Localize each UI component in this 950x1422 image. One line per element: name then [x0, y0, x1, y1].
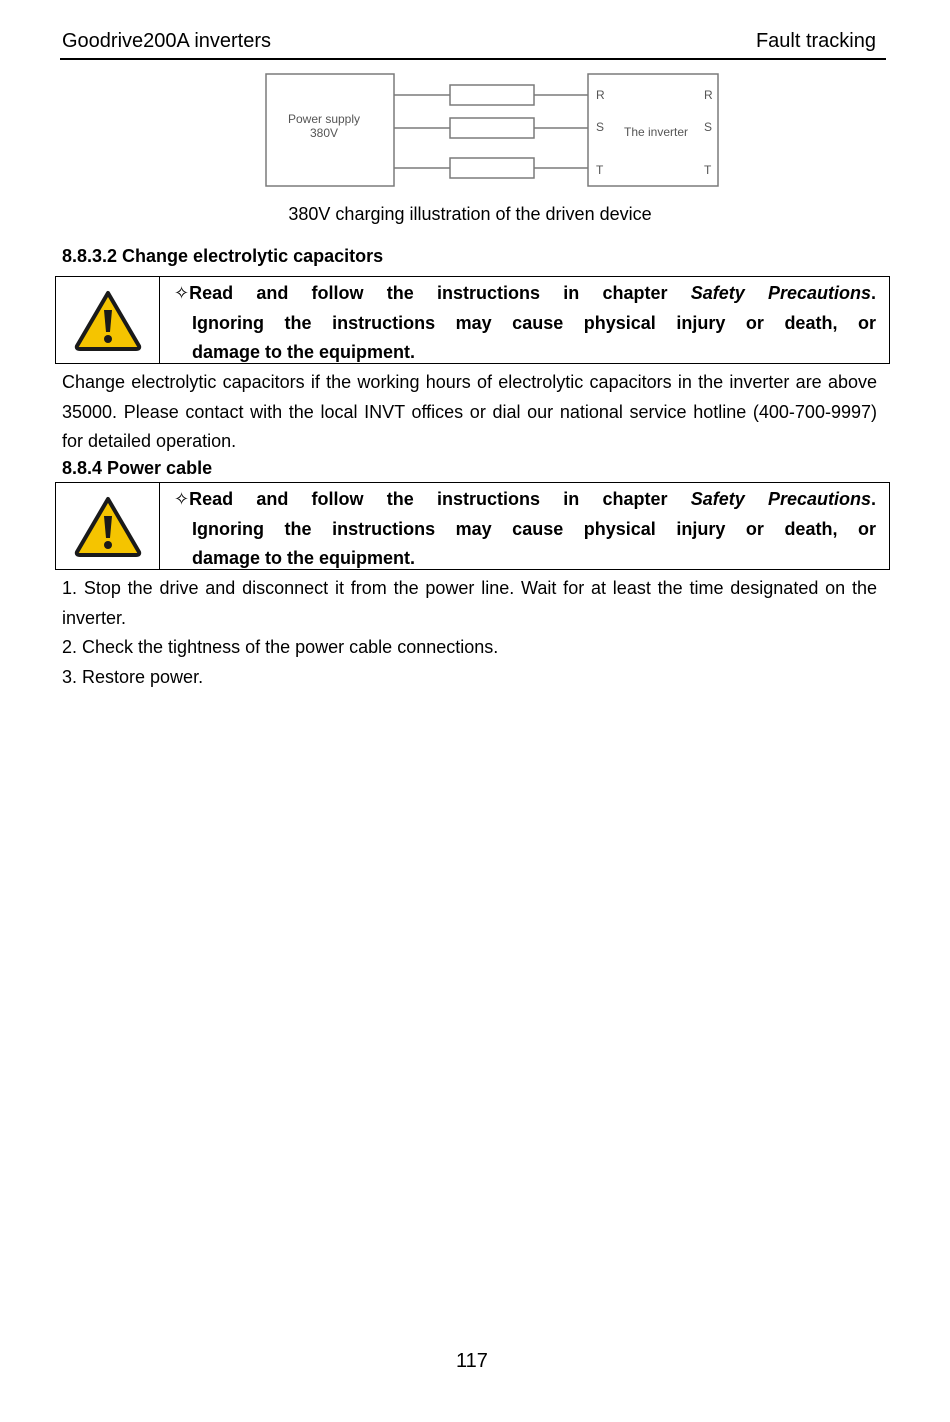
page-header	[60, 28, 886, 60]
power-cable-steps	[62, 574, 877, 692]
phase-s-out: S	[704, 120, 713, 134]
warning-line-2: Ignoring the instructions may cause physical injury or death, or	[192, 312, 876, 333]
phase-r-in: R	[596, 88, 605, 102]
safety-precautions-reference: Safety Precautions	[690, 283, 871, 303]
power-supply-label: Power supply	[287, 112, 361, 126]
warning-triangle-icon	[73, 289, 143, 351]
capacitors-paragraph: Change electrolytic capacitors if the working hours of electrolytic capacitors in the inverter are above 35000. Please contact with the local INVT offices or dial our national service hotline (400-700-9997) for detailed operation.	[62, 372, 877, 451]
phase-t-in: T	[596, 163, 604, 177]
charging-diagram	[264, 70, 724, 192]
header-chapter-title: Fault tracking	[755, 30, 876, 52]
warning-line-2: Ignoring the instructions may cause physical injury or death, or	[192, 518, 876, 539]
resistor-s	[450, 118, 534, 138]
phase-t-out: T	[704, 163, 712, 177]
warning-line-1: ✧Read and follow the instructions in chapter Safety Precautions.	[174, 283, 877, 303]
warning-line-1: ✧Read and follow the instructions in chapter Safety Precautions.	[174, 489, 877, 509]
star-bullet-icon: ✧	[174, 283, 190, 303]
warning-line-3: damage to the equipment.	[192, 548, 416, 568]
step-item: 1. Stop the drive and disconnect it from the power line. Wait for at least the time designated on the inverter.	[62, 578, 877, 628]
step-item: 3. Restore power.	[62, 666, 204, 687]
warning-box-power-cable	[55, 482, 890, 570]
resistor-r	[450, 85, 534, 105]
warning-text	[174, 279, 876, 368]
section-title-power-cable: 8.8.4 Power cable	[62, 458, 213, 478]
warning-icon-cell	[56, 483, 160, 569]
section-title-capacitors: 8.8.3.2 Change electrolytic capacitors	[62, 246, 384, 266]
header-document-title: Goodrive200A inverters	[62, 30, 272, 52]
star-bullet-icon: ✧	[174, 489, 190, 509]
phase-s-in: S	[596, 120, 605, 134]
warning-line-3: damage to the equipment.	[192, 342, 416, 362]
page-number: 117	[456, 1350, 488, 1372]
figure-caption: 380V charging illustration of the driven device	[288, 204, 652, 224]
warning-box-capacitors	[55, 276, 890, 364]
power-supply-voltage: 380V	[309, 126, 339, 140]
warning-triangle-icon	[73, 495, 143, 557]
phase-r-out: R	[704, 88, 713, 102]
safety-precautions-reference: Safety Precautions	[690, 489, 871, 509]
resistor-t	[450, 158, 534, 178]
warning-icon-cell	[56, 277, 160, 363]
inverter-label: The inverter	[623, 125, 689, 139]
step-item: 2. Check the tightness of the power cable connections.	[62, 637, 499, 657]
warning-text	[174, 485, 876, 574]
